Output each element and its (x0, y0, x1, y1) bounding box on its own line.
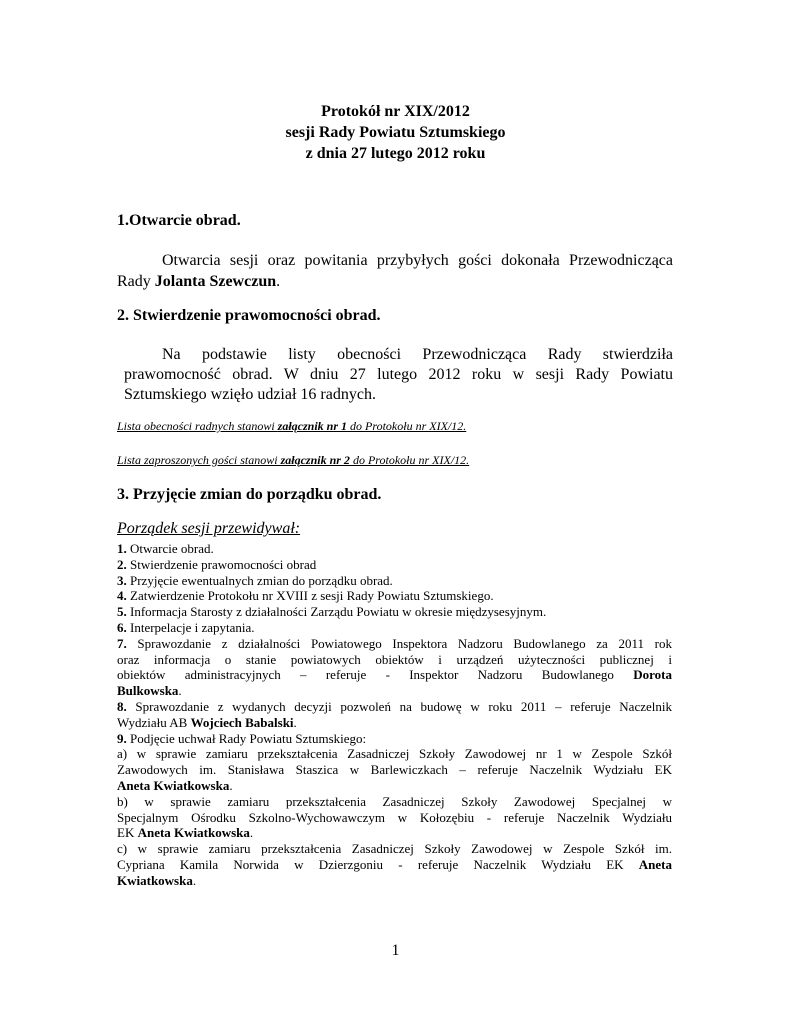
doc-title: Protokół nr XIX/2012 (321, 103, 470, 120)
item-text: . (192, 872, 197, 888)
item-number: 4. (117, 588, 127, 604)
list-item (117, 699, 672, 715)
person-name: Aneta (638, 856, 672, 872)
list-item (117, 731, 672, 747)
item-text: . (293, 714, 297, 730)
item-number: 3. (117, 572, 127, 588)
attachment-note-1 (117, 419, 466, 434)
person-name: Kwiatkowska (117, 872, 193, 888)
section-1-heading: 1.Otwarcie obrad. (117, 212, 241, 229)
item-text: Wydziału AB (117, 714, 191, 730)
agenda-heading: Porządek sesji przewidywał: (117, 520, 301, 537)
text: Lista obecności radnych stanowi (117, 419, 278, 433)
person-name: Dorota (633, 667, 672, 683)
item-text: Interpelacje i zapytania. (126, 619, 255, 635)
list-item (117, 557, 672, 573)
list-item-continuation (117, 683, 672, 699)
item-text: Zatwierdzenie Protokołu nr XVIII z sesji Rady Powiatu Sztumskiego. (126, 588, 494, 604)
list-item (117, 588, 672, 604)
list-item-continuation (117, 667, 672, 683)
list-item (117, 620, 672, 636)
list-item-continuation: oraz informacja o stanie powiatowych obiektów i urządzeń użyteczności publicznej i (117, 651, 672, 667)
item-text: EK (117, 825, 138, 841)
item-text: . (178, 683, 182, 699)
text: do Protokołu nr XIX/12. (347, 419, 467, 433)
text: Rady (117, 273, 155, 290)
item-text: obiektów administracyjnych – referuje - Inspektor Nadzoru Budowlanego (117, 667, 634, 683)
item-text: Cypriana Kamila Norwida w Dzierzgoniu - referuje Naczelnik Wydziału EK (117, 856, 639, 872)
attachment-ref: załącznik nr 1 (277, 419, 348, 433)
text: do Protokołu nr XIX/12. (349, 453, 470, 467)
page-number: 1 (391, 942, 400, 959)
item-text: Podjęcie uchwał Rady Powiatu Sztumskiego: (126, 730, 367, 746)
person-name: Aneta Kwiatkowska (137, 825, 250, 841)
list-item (117, 636, 672, 652)
item-text: Sprawozdanie z wydanych decyzji pozwoleń na budowę w roku 2011 – referuje Naczelnik (126, 698, 672, 714)
section-1-line-2 (117, 271, 280, 292)
item-number: 2. (117, 556, 127, 572)
section-3-heading: 3. Przyjęcie zmian do porządku obrad. (117, 486, 382, 503)
item-number: 9. (117, 730, 127, 746)
item-number: 7. (117, 635, 127, 651)
person-name: Bulkowska (117, 683, 179, 699)
sub-item-continuation (117, 825, 672, 841)
sub-item-continuation: Specjalnym Ośrodku Szkolno-Wychowawczym w Kołozębiu - referuje Naczelnik Wydziału (117, 809, 672, 825)
section-2-line-1: Na podstawie listy obecności Przewodnicząca Rady stwierdziła (162, 346, 673, 363)
sub-item-continuation (117, 857, 672, 873)
text: . (276, 273, 281, 290)
item-number: 5. (117, 604, 127, 620)
section-1-line-1: Otwarcia sesji oraz powitania przybyłych gości dokonała Przewodnicząca (162, 252, 673, 269)
person-name: Wojciech Babalski (190, 714, 294, 730)
list-item (117, 604, 672, 620)
chair-name: Jolanta Szewczun (154, 273, 277, 290)
person-name: Aneta Kwiatkowska (117, 777, 230, 793)
item-text: . (229, 777, 233, 793)
list-item (117, 541, 672, 557)
text: Lista zaproszonych gości stanowi (117, 453, 281, 467)
doc-date: z dnia 27 lutego 2012 roku (305, 145, 486, 162)
sub-item: b) w sprawie zamiaru przekształcenia Zasadniczej Szkoły Zawodowej Specjalnej w (117, 793, 672, 809)
item-number: 6. (117, 619, 127, 635)
attachment-note-2 (117, 453, 469, 468)
doc-subtitle: sesji Rady Powiatu Sztumskiego (285, 124, 506, 141)
sub-item-continuation (117, 873, 672, 889)
section-2-line-2: prawomocność obrad. W dniu 27 lutego 2012 roku w sesji Rady Powiatu (124, 366, 673, 383)
sub-item-continuation (117, 778, 672, 794)
list-item-continuation (117, 715, 672, 731)
sub-item: a) w sprawie zamiaru przekształcenia Zasadniczej Szkoły Zawodowej nr 1 w Zespole Szkół (117, 746, 672, 762)
list-item (117, 573, 672, 589)
sub-item: c) w sprawie zamiaru przekształcenia Zasadniczej Szkoły Zawodowej w Zespole Szkół im. (117, 841, 672, 857)
item-text: Informacja Starosty z działalności Zarządu Powiatu w okresie międzysesyjnym. (126, 604, 547, 620)
item-text: Otwarcie obrad. (126, 541, 214, 556)
sub-item-continuation: Zawodowych im. Stanisława Staszica w Barlewiczkach – referuje Naczelnik Wydziału EK (117, 762, 672, 778)
item-text: Przyjęcie ewentualnych zmian do porządku obrad. (126, 572, 393, 588)
item-number: 1. (117, 541, 127, 556)
agenda-list (117, 541, 672, 889)
section-2-line-3: Sztumskiego wzięło udział 16 radnych. (124, 386, 376, 403)
section-2-heading: 2. Stwierdzenie prawomocności obrad. (117, 307, 381, 324)
item-number: 8. (117, 698, 127, 714)
item-text: Sprawozdanie z działalności Powiatowego Inspektora Nadzoru Budowlanego za 2011 rok (126, 635, 672, 651)
item-text: Stwierdzenie prawomocności obrad (126, 556, 317, 572)
attachment-ref: załącznik nr 2 (280, 453, 350, 467)
item-text: . (249, 825, 254, 841)
